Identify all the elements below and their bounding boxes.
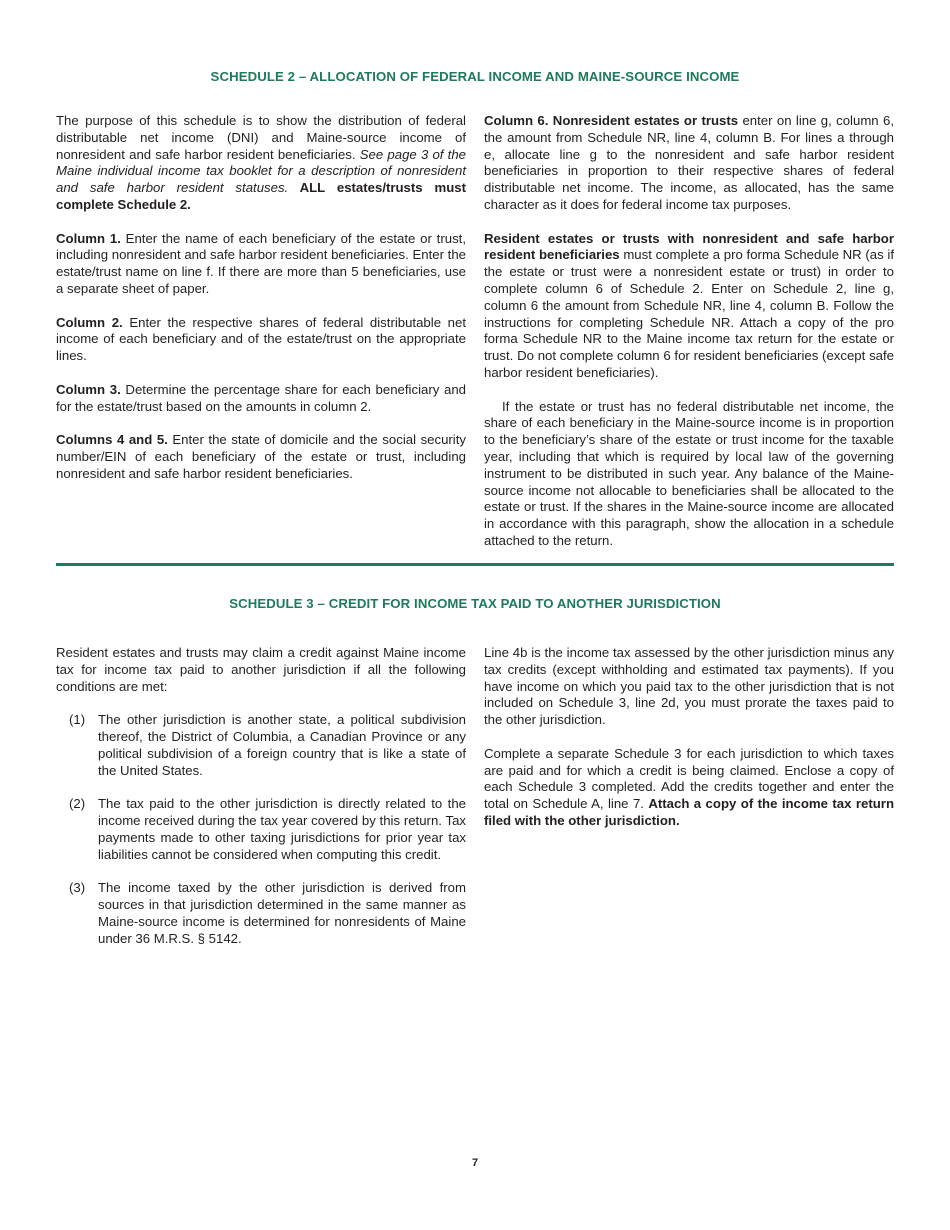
section-divider xyxy=(56,563,894,566)
column1-label: Column 1. xyxy=(56,230,121,246)
intro-text: The purpose of this schedule is to show the distribution of federal distributable net income (DNI) and Maine-source income of nonresident and safe harbor resident beneficiaries. xyxy=(56,113,466,162)
schedule2-left-column xyxy=(56,113,466,499)
condition-number: (1) xyxy=(69,712,86,728)
column3-instructions xyxy=(56,382,466,416)
column1-text: Enter the name of each beneficiary of the estate or trust, including nonresident and safe harbor resident beneficiaries. Enter the estate/trust name on line f. If there are more than 5 beneficiaries, use a separate sheet of paper. xyxy=(56,230,466,296)
complete-text: Complete a separate Schedule 3 for each jurisdiction to which taxes are paid and for which a credit is being claimed. Enclose a copy of each Schedule 3 completed. Add the credits together and enter the total on Schedule A, line 7. xyxy=(484,745,894,812)
condition-text: The other jurisdiction is another state, a political subdivision thereof, the District of Columbia, a Canadian Province or any political subdivision of a foreign country that is like a state of the United States. xyxy=(98,712,466,778)
schedule3-right-column xyxy=(484,645,894,847)
condition-number: (3) xyxy=(69,880,86,896)
schedule3-title: SCHEDULE 3 – CREDIT FOR INCOME TAX PAID TO ANOTHER JURISDICTION xyxy=(229,596,721,611)
page-number: 7 xyxy=(471,1157,479,1169)
column2-text: Enter the respective shares of federal distributable net income of each beneficiary and of the estate/trust on the appropriate lines. xyxy=(56,314,466,364)
complete-paragraph xyxy=(484,746,894,830)
column2-label: Column 2. xyxy=(56,314,123,330)
condition-item xyxy=(56,712,466,779)
column2-instructions xyxy=(56,315,466,365)
resident-instructions xyxy=(484,231,894,382)
schedule3-intro: Resident estates and trusts may claim a credit against Maine income tax for income tax paid to another jurisdiction if all the following conditions are met: xyxy=(56,645,466,694)
condition-text: The tax paid to the other jurisdiction is directly related to the income received during the tax year covered by this return. Tax payments made to other taxing jurisdictions for prior year tax liabilities cannot be considered when computing this credit. xyxy=(98,796,466,862)
schedule2-title: SCHEDULE 2 – ALLOCATION OF FEDERAL INCOME AND MAINE-SOURCE INCOME xyxy=(210,69,740,84)
intro-italic: See page 3 of the Maine individual income tax booklet for a description of nonresident and safe harbor resident statuses. xyxy=(56,146,466,196)
schedule3-left-column xyxy=(56,645,466,964)
condition-number: (2) xyxy=(69,796,86,812)
line4b-paragraph: Line 4b is the income tax assessed by the other jurisdiction minus any tax credits (except withholding and estimated tax payments). If you have income on which you paid tax to the other jurisdiction that is not included on Schedule 3, line 2d, you must prorate the taxes paid to the other jurisdiction. xyxy=(484,645,894,728)
resident-text: must complete a pro forma Schedule NR (as if the estate or trust were a nonresident estate or trust) in order to complete column 6 of Schedule 2. Enter on Schedule 2, line g, column 6 the amount from Schedule NR, line 4, column B. Follow the instructions for completing Schedule NR. Attach a copy of the pro forma Schedule NR to the Maine income tax return for the estate or trust. Do not complete column 6 for resident beneficiaries (except safe harbor resident beneficiaries). xyxy=(484,247,894,380)
column1-instructions xyxy=(56,231,466,298)
column6-text: enter on line g, column 6, the amount from Schedule NR, line 4, column B. For lines a through e, allocate line g to the nonresident and safe harbor resident beneficiaries in proportion to their respective shares of federal distributable net income. The income, as allocated, has the same character as it does for federal income tax purposes. xyxy=(484,113,894,212)
condition-item xyxy=(56,880,466,947)
column3-label: Column 3. xyxy=(56,381,121,397)
column45-text: Enter the state of domicile and the social security number/EIN of each beneficiary of the estate or trust, including nonresident and safe harbor resident beneficiaries. xyxy=(56,432,466,481)
schedule2-right-column xyxy=(484,113,894,567)
column3-text: Determine the percentage share for each beneficiary and for the estate/trust based on the amounts in column 2. xyxy=(56,381,466,414)
column6-label: Column 6. Nonresident estates or trusts xyxy=(484,113,739,128)
condition-item xyxy=(56,796,466,863)
column6-instructions xyxy=(484,113,894,214)
schedule2-intro xyxy=(56,113,466,214)
resident-label: Resident estates or trusts with nonresident and safe harbor resident beneficiaries xyxy=(484,230,894,263)
complete-bold: Attach a copy of the income tax return filed with the other jurisdiction. xyxy=(484,796,894,828)
condition-text: The income taxed by the other jurisdiction is derived from sources in that jurisdiction determined in the same manner as Maine-source income is determined for nonresidents of Maine under 36 M.R.S. § 5142. xyxy=(98,880,466,946)
no-dni-paragraph: If the estate or trust has no federal distributable net income, the share of each beneficiary in the Maine-source income is in proportion to the beneficiary’s share of the estate or trust income for the taxable year, including that which is required by local law of the governing instrument to be distributed in such year. Any balance of the Maine-source income not allocable to beneficiaries shall be allocated to the estate or trust. If the shares in the Maine-source income are allocated in accordance with this paragraph, show the allocation in a schedule attached to the return. xyxy=(484,398,894,548)
column45-instructions xyxy=(56,432,466,482)
column45-label: Columns 4 and 5. xyxy=(56,432,168,448)
intro-bold: ALL estates/trusts must complete Schedule 2. xyxy=(56,180,466,212)
page xyxy=(56,0,894,1230)
